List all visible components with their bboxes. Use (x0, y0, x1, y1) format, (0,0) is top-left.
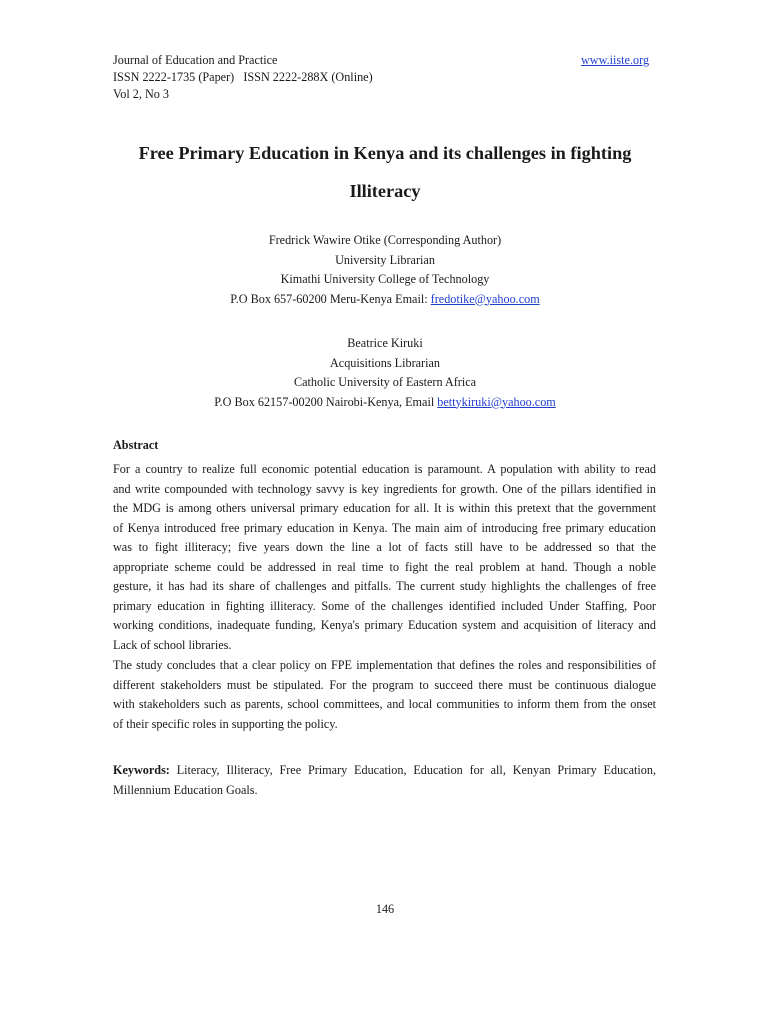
abstract-line: of their specific roles in supporting the policy. (113, 716, 338, 731)
author-address-line (100, 290, 670, 310)
author-block-2 (100, 334, 670, 412)
keywords-block (113, 761, 656, 800)
abstract-line: of Kenya introduced free primary education in Kenya. The main aim of introducing free primary education (113, 520, 656, 535)
abstract-line: Lack of school libraries. (113, 637, 232, 652)
keywords-list: Literacy, Illiteracy, Free Primary Education, Education for all, Kenyan Primary Education, (169, 763, 656, 777)
journal-name: Journal of Education and Practice (113, 53, 278, 67)
abstract-paragraph-2 (113, 656, 656, 734)
author-email-link[interactable]: bettykiruki@yahoo.com (437, 394, 556, 409)
keywords-label: Keywords: (113, 763, 170, 777)
abstract-line: The study concludes that a clear policy on FPE implementation that defines the roles and responsibilities of (113, 658, 656, 672)
abstract-line: different stakeholders must be stipulated. For the program to succeed there must be continuous dialogue (113, 677, 656, 692)
abstract-line: gesture, it has had its share of challenges and pitfalls. The current study highlights the challenges of free (113, 579, 656, 594)
author-name: Beatrice Kiruki (347, 336, 423, 350)
abstract-line: and write compounded with technology savvy is key ingredients for growth. One of the pillars identified in (113, 481, 656, 496)
abstract-heading: Abstract (113, 438, 159, 452)
abstract-line: the MDG is among others universal primary education for all. It is within this pretext that the government (113, 501, 656, 516)
author-address: P.O Box 62157-00200 Nairobi-Kenya, Email (214, 394, 438, 409)
author-block-1 (100, 231, 670, 309)
author-address: P.O Box 657-60200 Meru-Kenya Email: (230, 291, 431, 306)
journal-volume: Vol 2, No 3 (113, 87, 169, 101)
author-address-line (100, 393, 670, 413)
paper-title-line-2: Illiteracy (349, 181, 421, 201)
journal-header (113, 52, 373, 103)
paper-title-line-1: Free Primary Education in Kenya and its challenges in fighting (138, 143, 632, 163)
abstract-line: working conditions, inadequate funding, Kenya's primary Education system and acquisition of literacy and (113, 618, 656, 633)
journal-website-link[interactable]: www.iiste.org (581, 53, 650, 67)
journal-issn: ISSN 2222-1735 (Paper) ISSN 2222-288X (Online) (113, 70, 373, 84)
keywords-line (113, 761, 656, 781)
author-role: Acquisitions Librarian (329, 355, 440, 370)
author-institution: Catholic University of Eastern Africa (293, 375, 477, 389)
author-email-link[interactable]: fredotike@yahoo.com (430, 291, 540, 306)
author-name: Fredrick Wawire Otike (Corresponding Author) (268, 233, 502, 247)
abstract-line: For a country to realize full economic potential education is paramount. A population with ability to read (113, 462, 656, 476)
abstract-paragraph-1 (113, 460, 656, 655)
abstract-line: was to fight illiteracy; five years down the line a lot of facts still have to be addressed so that the (113, 540, 656, 555)
abstract-line: primary education in fighting illiteracy. Some of the challenges identified included Under Staffing, Poor (113, 598, 656, 613)
page-number: 146 (375, 902, 395, 916)
abstract-line: appropriate scheme could be addressed in real time to fight the real problem at hand. Though a noble (113, 559, 656, 574)
keywords-line: Millennium Education Goals. (113, 782, 258, 797)
author-role: University Librarian (335, 252, 435, 267)
author-institution: Kimathi University College of Technology (280, 272, 490, 286)
abstract-line: with stakeholders such as parents, school committees, and local communities to inform them from the onset (113, 697, 656, 712)
